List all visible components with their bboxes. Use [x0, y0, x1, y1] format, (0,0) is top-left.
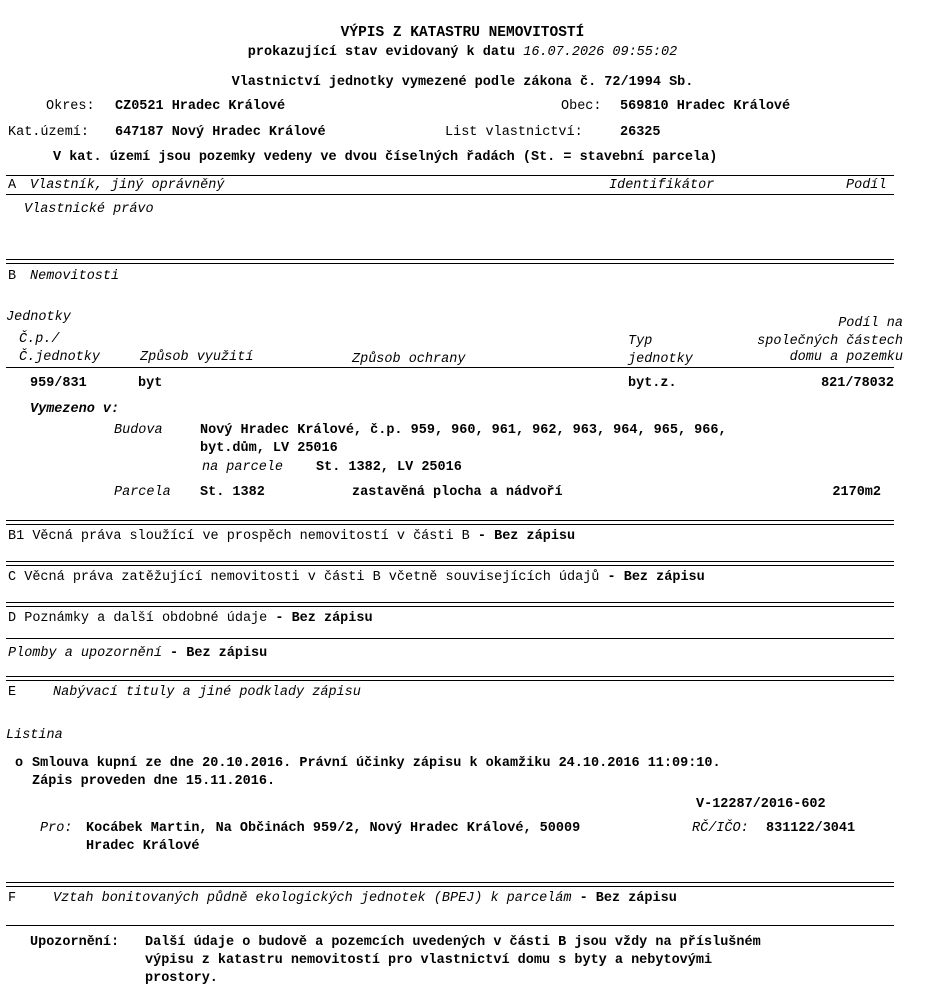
section-b-letter: B [8, 269, 17, 284]
section-a-title: Vlastník, jiný oprávněný [30, 178, 225, 193]
building-value-2: byt.dům, LV 25016 [200, 441, 338, 456]
col-share-header-2: společných částech [757, 334, 903, 349]
section-e-top-rule [6, 676, 894, 681]
units-subtitle: Jednotky [6, 310, 71, 325]
rc-value: 831122/3041 [766, 821, 856, 836]
col-cp-header-2: Č.jednotky [19, 350, 101, 365]
okres-label: Okres: [46, 99, 95, 114]
entry-bullet: o [15, 756, 24, 771]
section-e-letter: E [8, 685, 17, 700]
parcel-label: Parcela [114, 485, 171, 500]
col-share-header-1: Podíl na [838, 316, 903, 331]
col-cp-header-1: Č.p./ [19, 332, 60, 347]
col-protection-header: Způsob ochrany [352, 352, 466, 367]
section-plomby-status: - Bez zápisu [170, 646, 268, 661]
section-b-top-rule [6, 259, 894, 264]
section-c-status: - Bez zápisu [607, 570, 705, 585]
series-note: V kat. území jsou pozemky vedeny ve dvou číselných řadách (St. = stavební parcela) [53, 150, 718, 165]
section-a-identifier-header: Identifikátor [609, 178, 715, 193]
section-f-letter: F [8, 891, 17, 906]
unit-use: byt [138, 376, 163, 391]
section-e-title: Nabývací tituly a jiné podklady zápisu [53, 685, 361, 700]
section-b1-top-rule [6, 520, 894, 525]
lv-value: 26325 [620, 125, 661, 140]
section-d-heading [8, 610, 373, 628]
section-f-status: - Bez zápisu [579, 891, 677, 906]
entry-line-2: Zápis proveden dne 15.11.2016. [32, 774, 276, 789]
section-b1-heading [8, 528, 575, 546]
section-f-title: Vztah bonitovaných půdně ekologických jednotek (BPEJ) k parcelám [53, 891, 572, 906]
footer-text-3: prostory. [145, 971, 218, 986]
col-type-header-1: Typ [628, 334, 653, 349]
footer-text-2: výpisu z katastru nemovitostí pro vlastnictví domu s byty a nebytovými [145, 953, 713, 968]
section-b-title: Nemovitosti [30, 269, 120, 284]
document-title: VÝPIS Z KATASTRU NEMOVITOSTÍ [340, 25, 585, 41]
section-plomby-top-rule [6, 638, 894, 639]
section-d-title: Poznámky a další obdobné údaje [24, 611, 268, 626]
units-header-rule [6, 367, 894, 368]
parcel-type: zastavěná plocha a nádvoří [352, 485, 563, 500]
for-value-2: Hradec Králové [86, 839, 200, 854]
for-value-1: Kocábek Martin, Na Občinách 959/2, Nový Hradec Králové, 50009 [86, 821, 581, 836]
col-use-header: Způsob využití [140, 350, 254, 365]
section-c-top-rule [6, 561, 894, 566]
entry-line-1: Smlouva kupní ze dne 20.10.2016. Právní účinky zápisu k okamžiku 24.10.2016 11:09:10. [32, 756, 721, 771]
section-c-letter: C [8, 570, 17, 585]
footer-label: Upozornění: [30, 935, 120, 950]
katuzemi-label: Kat.území: [8, 125, 90, 140]
listina-label: Listina [6, 728, 63, 743]
building-value-1: Nový Hradec Králové, č.p. 959, 960, 961, 962, 963, 964, 965, 966, [200, 423, 727, 438]
building-label: Budova [114, 423, 163, 438]
section-plomby-heading [8, 645, 267, 663]
unit-cp: 959/831 [30, 376, 87, 391]
section-f-heading [53, 890, 677, 908]
unit-share: 821/78032 [821, 376, 894, 391]
section-a-share-header: Podíl [846, 178, 887, 193]
on-parcel-value: St. 1382, LV 25016 [316, 460, 462, 475]
katuzemi-value: 647187 Nový Hradec Králové [115, 125, 326, 140]
obec-value: 569810 Hradec Králové [620, 99, 791, 114]
parcel-area: 2170m2 [832, 485, 881, 500]
entry-reference: V-12287/2016-602 [696, 797, 826, 812]
col-type-header-2: jednotky [628, 352, 693, 367]
document-subtitle [0, 44, 925, 62]
defined-in-label: Vymezeno v: [30, 402, 120, 417]
col-share-header-3: domu a pozemku [789, 350, 903, 365]
subtitle-prefix: prokazující stav evidovaný k datu [247, 45, 516, 60]
section-b1-status: - Bez zápisu [477, 529, 576, 544]
section-c-title: Věcná práva zatěžující nemovitosti v části B včetně souvisejících údajů [24, 570, 600, 585]
section-b1-letter: B1 [8, 529, 25, 544]
section-a-header-rule [6, 194, 894, 195]
unit-type: byt.z. [628, 376, 677, 391]
section-d-letter: D [8, 611, 17, 626]
section-c-heading [8, 569, 705, 587]
footer-rule [6, 925, 894, 926]
section-f-top-rule [6, 882, 894, 887]
section-b1-title: Věcná práva sloužící ve prospěch nemovitostí v části B [32, 529, 470, 544]
rc-label: RČ/IČO: [692, 821, 749, 836]
section-d-status: - Bez zápisu [275, 611, 373, 626]
section-plomby-title: Plomby a upozornění [8, 646, 162, 661]
footer-text-1: Další údaje o budově a pozemcích uvedených v části B jsou vždy na příslušném [145, 935, 761, 950]
ownership-line: Vlastnictví jednotky vymezené podle zákona č. 72/1994 Sb. [231, 75, 694, 90]
okres-value: CZ0521 Hradec Králové [115, 99, 286, 114]
ownership-right-label: Vlastnické právo [24, 202, 154, 217]
obec-label: Obec: [561, 99, 602, 114]
for-label: Pro: [40, 821, 73, 836]
section-a-top-rule [6, 175, 894, 176]
lv-label: List vlastnictví: [445, 125, 583, 140]
parcel-number: St. 1382 [200, 485, 265, 500]
section-a-letter: A [8, 178, 17, 193]
subtitle-date: 16.07.2026 09:55:02 [523, 45, 678, 60]
on-parcel-label: na parcele [202, 460, 284, 475]
section-d-top-rule [6, 602, 894, 607]
